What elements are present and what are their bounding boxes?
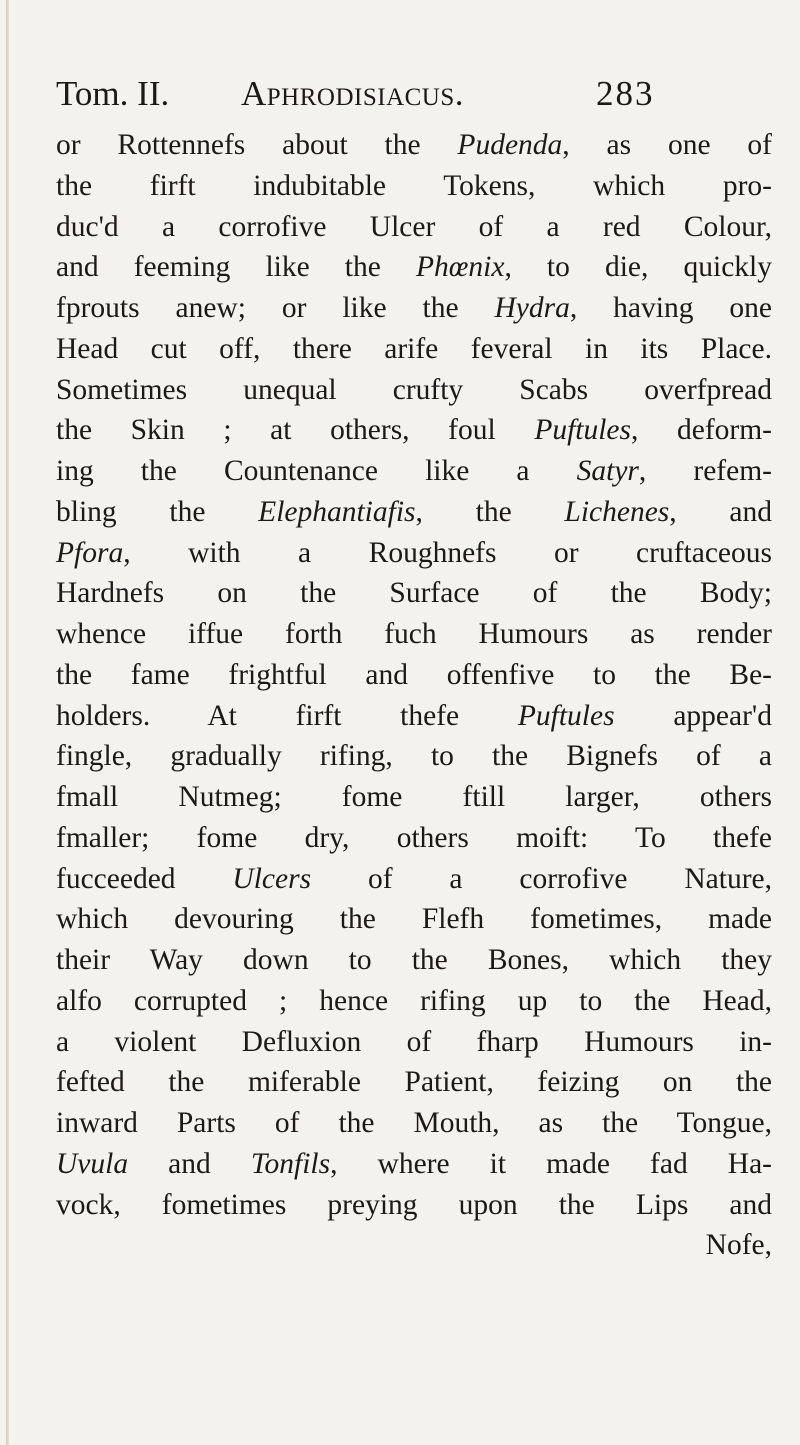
text-segment: , the — [415, 495, 565, 528]
text-segment: ing the Countenance like a — [56, 455, 577, 487]
text-line — [56, 1144, 772, 1185]
text-segment: or Rottennefs about the — [56, 129, 458, 161]
text-line — [56, 1225, 772, 1266]
text-segment: appear'd — [614, 699, 772, 732]
text-segment: fucceeded — [56, 862, 233, 895]
text-segment: their Way down to the Bones, which they — [56, 944, 772, 976]
text-line — [56, 370, 772, 411]
italic-term: Satyr — [576, 455, 639, 487]
text-line — [56, 492, 772, 533]
running-header — [56, 74, 776, 124]
text-line — [56, 573, 772, 614]
text-line — [56, 1062, 772, 1103]
page-gutter-edge — [6, 0, 9, 1445]
text-line — [56, 1103, 772, 1144]
text-line — [56, 451, 772, 492]
text-segment: fmaller; fome dry, others moift: To thefe — [56, 821, 772, 854]
page-number: 283 — [596, 74, 655, 113]
text-segment: Head cut off, there arife feveral in its Place. — [56, 332, 772, 365]
text-segment: , with a Roughnefs or cruftaceous — [123, 536, 772, 569]
text-line — [56, 940, 772, 981]
text-segment: , refem- — [638, 455, 772, 487]
text-line — [56, 288, 772, 329]
italic-term: Lichenes — [564, 495, 670, 528]
italic-term: Pudenda — [457, 129, 563, 161]
text-segment: , having one — [569, 292, 772, 324]
text-line — [56, 125, 772, 166]
text-line — [56, 166, 772, 207]
italic-term: Puftules — [534, 414, 631, 447]
text-segment: whence iffue forth fuch Humours as render — [56, 618, 772, 650]
text-segment: , to die, quickly — [504, 251, 772, 284]
text-line — [56, 207, 772, 248]
text-segment: inward Parts of the Mouth, as the Tongue, — [56, 1107, 772, 1139]
text-segment: fefted the miferable Patient, feizing on the — [56, 1066, 772, 1099]
text-segment: holders. At firft thefe — [56, 699, 518, 732]
text-line — [56, 696, 772, 737]
text-segment: Hardnefs on the Surface of the Body; — [56, 577, 772, 610]
italic-term: Tonfils — [250, 1147, 331, 1180]
italic-term: Elephantiafis — [258, 495, 416, 528]
text-line — [56, 329, 772, 370]
text-line — [56, 614, 772, 655]
text-segment: , and — [669, 495, 772, 528]
text-line — [56, 777, 772, 818]
text-segment: Sometimes unequal crufty Scabs overfpread — [56, 373, 772, 406]
text-segment: a violent Defluxion of fharp Humours in- — [56, 1025, 772, 1058]
text-line — [56, 247, 772, 288]
text-segment: alfo corrupted ; hence rifing up to the Head, — [56, 984, 772, 1017]
text-segment: vock, fometimes preying upon the Lips and — [56, 1188, 772, 1221]
text-segment: and — [128, 1147, 251, 1180]
body-text — [56, 125, 772, 1266]
text-segment: , as one of — [562, 129, 772, 161]
text-segment: , deform- — [631, 414, 772, 447]
text-line — [56, 655, 772, 696]
text-segment: of a corrofive Nature, — [311, 862, 772, 895]
italic-term: Uvula — [56, 1147, 129, 1180]
text-segment: duc'd a corrofive Ulcer of a red Colour, — [56, 210, 772, 243]
text-line — [56, 1022, 772, 1063]
italic-term: Ulcers — [232, 862, 312, 895]
text-line — [56, 1185, 772, 1226]
text-segment: bling the — [56, 495, 259, 528]
text-segment: which devouring the Flefh fometimes, made — [56, 903, 772, 936]
text-line — [56, 533, 772, 574]
text-line — [56, 981, 772, 1022]
text-segment: fmall Nutmeg; fome ftill larger, others — [56, 781, 772, 813]
text-segment: fingle, gradually rifing, to the Bignefs of a — [56, 740, 772, 773]
text-segment: the firft indubitable Tokens, which pro- — [56, 169, 772, 202]
text-line — [56, 410, 772, 451]
text-line — [56, 859, 772, 900]
header-tome: Tom. II. — [56, 74, 170, 113]
text-segment: , where it made fad Ha- — [330, 1147, 772, 1180]
text-segment: fprouts anew; or like the — [56, 292, 495, 324]
italic-term: Phœnix — [415, 251, 505, 284]
text-line — [56, 818, 772, 859]
header-title: Aphrodisiacus. — [241, 74, 465, 113]
text-segment: Nofe, — [705, 1229, 772, 1262]
italic-term: Pfora — [56, 536, 124, 569]
italic-term: Puftules — [517, 699, 615, 732]
text-segment: the fame frightful and offenfive to the Be- — [56, 658, 772, 691]
text-line — [56, 736, 772, 777]
text-line — [56, 899, 772, 940]
text-segment: the Skin ; at others, foul — [56, 414, 535, 447]
italic-term: Hydra — [494, 292, 570, 324]
text-segment: and feeming like the — [56, 251, 416, 284]
